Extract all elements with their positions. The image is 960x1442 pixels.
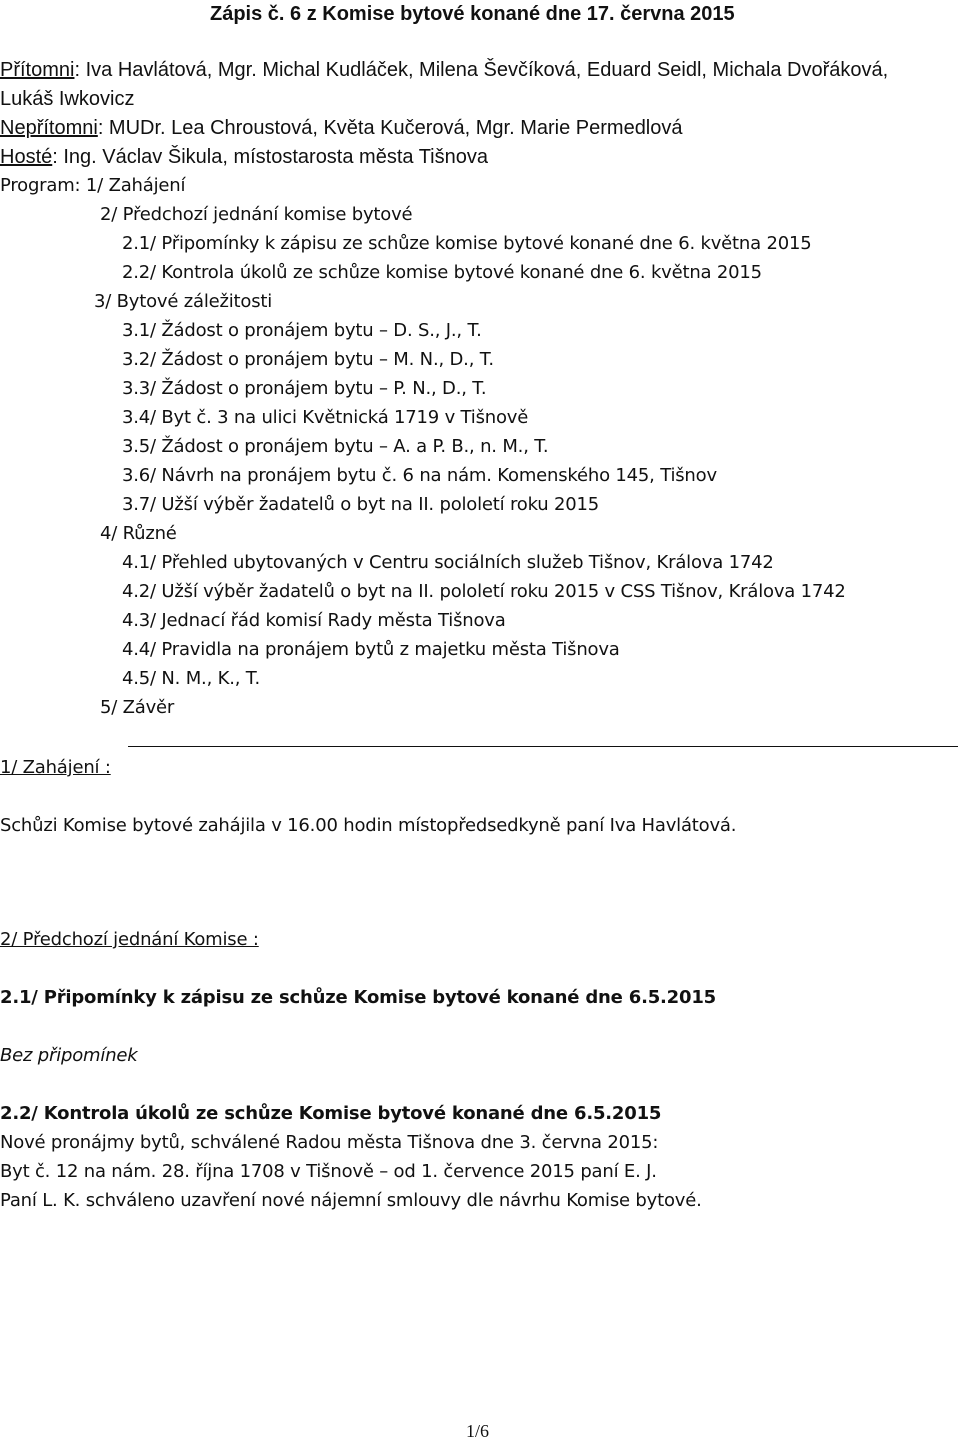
page-number: 1/6	[466, 1421, 490, 1441]
opening-heading: 1/ Zahájení :	[0, 757, 111, 778]
horizontal-divider	[128, 746, 958, 747]
program-item: 3.1/ Žádost o pronájem bytu – D. S., J., T.	[122, 320, 482, 341]
program-item: 4.2/ Užší výběr žadatelů o byt na II. pololetí roku 2015 v CSS Tišnov, Králova 1742	[122, 581, 846, 602]
program-item: 3.6/ Návrh na pronájem bytu č. 6 na nám. Komenského 145, Tišnov	[122, 465, 717, 486]
opening-text: Schůzi Komise bytové zahájila v 16.00 hodin místopředsedkyně paní Iva Havlátová.	[0, 815, 737, 836]
present-names-continued: Lukáš Iwkovicz	[0, 88, 135, 110]
present-names: : Iva Havlátová, Mgr. Michal Kudláček, Milena Ševčíková, Eduard Seidl, Michala Dvořáková,	[74, 59, 889, 81]
section-2-2-line: Paní L. K. schváleno uzavření nové nájemní smlouvy dle návrhu Komise bytové.	[0, 1190, 702, 1211]
program-item: 3.3/ Žádost o pronájem bytu – P. N., D., T.	[122, 378, 487, 399]
program-label: Program: 1/ Zahájení	[0, 175, 186, 196]
present-line	[0, 58, 888, 82]
program-item: 2.2/ Kontrola úkolů ze schůze komise bytové konané dne 6. května 2015	[122, 262, 762, 283]
absent-names: : MUDr. Lea Chroustová, Květa Kučerová, Mgr. Marie Permedlová	[97, 117, 683, 139]
present-label: Přítomni	[0, 59, 75, 81]
previous-meeting-heading: 2/ Předchozí jednání Komise :	[0, 929, 259, 950]
program-item: 2/ Předchozí jednání komise bytové	[100, 204, 413, 225]
program-item: 3/ Bytové záležitosti	[94, 291, 273, 312]
absent-label: Nepřítomni	[0, 117, 98, 139]
document-title: Zápis č. 6 z Komise bytové konané dne 17. června 2015	[210, 3, 735, 25]
program-item: 3.5/ Žádost o pronájem bytu – A. a P. B., n. M., T.	[122, 436, 549, 457]
program-item: 4.5/ N. M., K., T.	[122, 668, 260, 689]
program-item: 2.1/ Připomínky k zápisu ze schůze komise bytové konané dne 6. května 2015	[122, 233, 812, 254]
section-2-2-line: Nové pronájmy bytů, schválené Radou města Tišnova dne 3. června 2015:	[0, 1132, 659, 1153]
section-2-1-heading: 2.1/ Připomínky k zápisu ze schůze Komise bytové konané dne 6.5.2015	[0, 987, 716, 1008]
guests-label: Hosté	[0, 146, 53, 168]
section-2-2-heading: 2.2/ Kontrola úkolů ze schůze Komise bytové konané dne 6.5.2015	[0, 1103, 662, 1124]
program-item: 3.4/ Byt č. 3 na ulici Květnická 1719 v Tišnově	[122, 407, 529, 428]
program-item: 3.7/ Užší výběr žadatelů o byt na II. pololetí roku 2015	[122, 494, 600, 515]
program-item: 5/ Závěr	[100, 697, 175, 718]
guests-names: : Ing. Václav Šikula, místostarosta města Tišnova	[52, 146, 488, 168]
program-item: 4.1/ Přehled ubytovaných v Centru sociálních služeb Tišnov, Králova 1742	[122, 552, 774, 573]
program-item: 4.3/ Jednací řád komisí Rady města Tišnova	[122, 610, 506, 631]
absent-line	[0, 116, 683, 140]
section-2-1-text: Bez připomínek	[0, 1045, 138, 1066]
program-item: 4/ Různé	[100, 523, 177, 544]
program-item: 4.4/ Pravidla na pronájem bytů z majetku města Tišnova	[122, 639, 620, 660]
program-item: 3.2/ Žádost o pronájem bytu – M. N., D., T.	[122, 349, 494, 370]
guests-line	[0, 145, 488, 169]
section-2-2-line: Byt č. 12 na nám. 28. října 1708 v Tišnově – od 1. července 2015 paní E. J.	[0, 1161, 657, 1182]
